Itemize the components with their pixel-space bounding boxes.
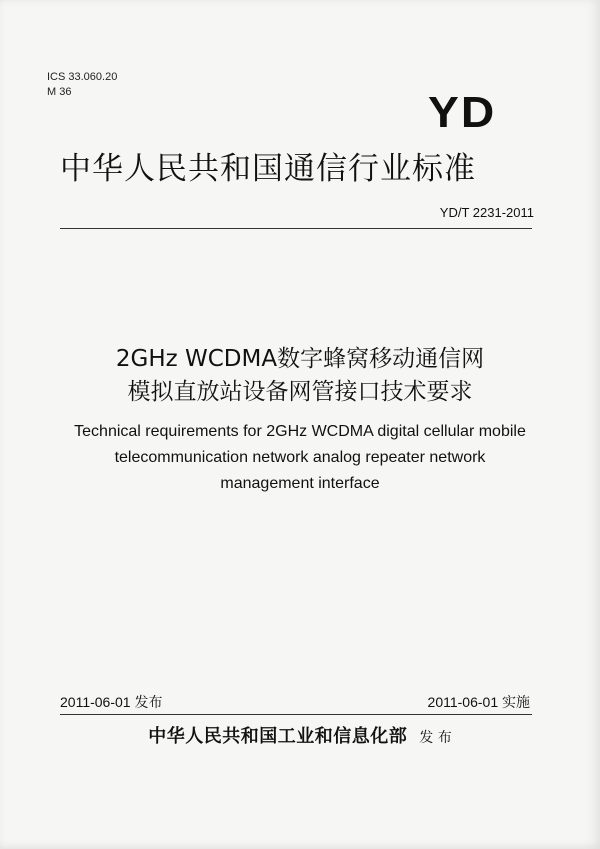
title-zh-line-2: 模拟直放站设备网管接口技术要求 bbox=[127, 379, 473, 405]
organization-title: 中华人民共和国通信行业标准 bbox=[60, 151, 476, 187]
bottom-divider bbox=[60, 714, 532, 715]
classification-codes bbox=[47, 70, 117, 100]
yd-logo: YD bbox=[428, 88, 497, 137]
ccs-code: M 36 bbox=[47, 86, 72, 98]
document-title bbox=[0, 343, 600, 497]
publish-date: 2011-06-01 发布 bbox=[60, 694, 163, 710]
title-en-line-3: management interface bbox=[220, 475, 380, 492]
title-zh-line-1: 2GHz WCDMA数字蜂窝移动通信网 bbox=[115, 346, 485, 372]
standard-number: YD/T 2231-2011 bbox=[439, 205, 534, 220]
title-en-line-2: telecommunication network analog repeater network bbox=[114, 449, 486, 466]
implement-date: 2011-06-01 实施 bbox=[427, 694, 530, 710]
issuer bbox=[0, 722, 600, 748]
issuer-name: 中华人民共和国工业和信息化部 bbox=[148, 726, 408, 747]
title-en bbox=[0, 419, 600, 497]
issuer-verb: 发 布 bbox=[419, 730, 452, 746]
title-en-line-1: Technical requirements for 2GHz WCDMA digital cellular mobile bbox=[74, 423, 526, 440]
top-divider bbox=[60, 228, 532, 229]
ics-code: ICS 33.060.20 bbox=[47, 71, 118, 83]
